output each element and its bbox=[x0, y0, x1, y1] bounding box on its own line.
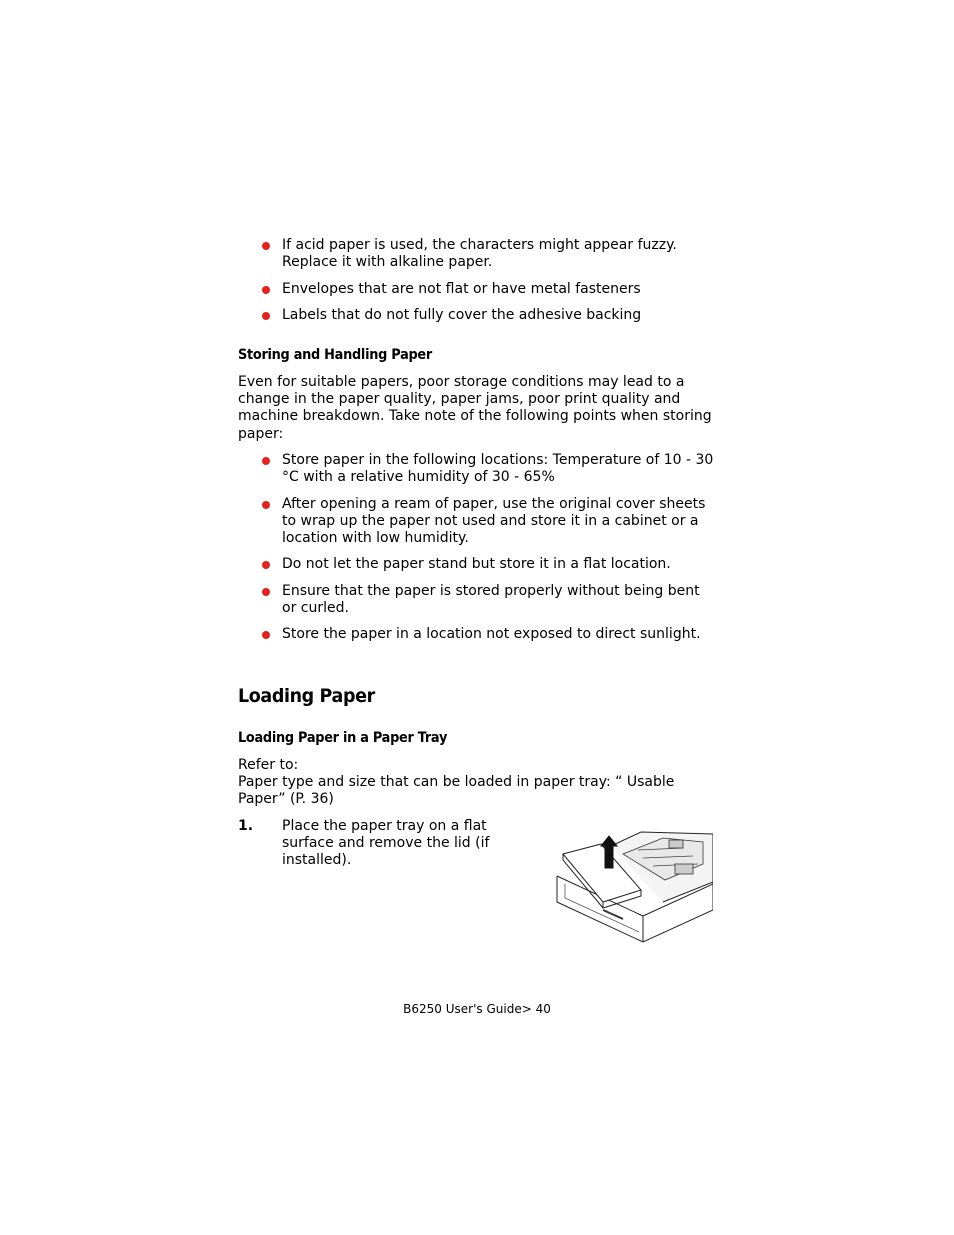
step-number: 1. bbox=[238, 818, 254, 834]
bullet-dot-icon bbox=[262, 588, 270, 596]
storing-intro: Even for suitable papers, poor storage conditions may lead to a change in the paper quality, paper jams, poor print quality and machine breakdown. Take note of the following points when storing paper: bbox=[238, 374, 712, 442]
list-item: Store paper in the following locations: Temperature of 10 - 30 °C with a relative humidity of 30 - 65% bbox=[238, 452, 718, 487]
refer-label: Refer to: bbox=[238, 757, 299, 773]
bullet-dot-icon bbox=[262, 457, 270, 465]
step-text: Place the paper tray on a flat surface and remove the lid (if installed). bbox=[282, 818, 490, 869]
paper-tray-illustration bbox=[543, 824, 713, 946]
loading-heading: Loading Paper bbox=[238, 685, 375, 707]
list-item: Do not let the paper stand but store it in a flat location. bbox=[238, 556, 718, 573]
list-item: Envelopes that are not flat or have metal fasteners bbox=[238, 281, 718, 298]
loading-subheading: Loading Paper in a Paper Tray bbox=[238, 730, 448, 746]
page-footer: B6250 User's Guide> 40 bbox=[403, 1002, 551, 1016]
storing-bullet-list bbox=[238, 452, 718, 653]
refer-text: Paper type and size that can be loaded in paper tray: “ Usable Paper” (P. 36) bbox=[238, 774, 675, 808]
list-item: If acid paper is used, the characters might appear fuzzy. Replace it with alkaline paper. bbox=[238, 237, 718, 272]
storing-heading: Storing and Handling Paper bbox=[238, 347, 432, 363]
bullet-dot-icon bbox=[262, 501, 270, 509]
bullet-dot-icon bbox=[262, 631, 270, 639]
list-item: Labels that do not fully cover the adhesive backing bbox=[238, 307, 718, 324]
bullet-dot-icon bbox=[262, 242, 270, 250]
bullet-dot-icon bbox=[262, 561, 270, 569]
bullet-dot-icon bbox=[262, 286, 270, 294]
bullet-dot-icon bbox=[262, 312, 270, 320]
list-item: After opening a ream of paper, use the original cover sheets to wrap up the paper not used and store it in a cabinet or a location with low humidity. bbox=[238, 496, 718, 548]
top-bullet-list bbox=[238, 237, 718, 333]
list-item: Store the paper in a location not exposed to direct sunlight. bbox=[238, 626, 718, 643]
list-item: Ensure that the paper is stored properly without being bent or curled. bbox=[238, 583, 718, 618]
